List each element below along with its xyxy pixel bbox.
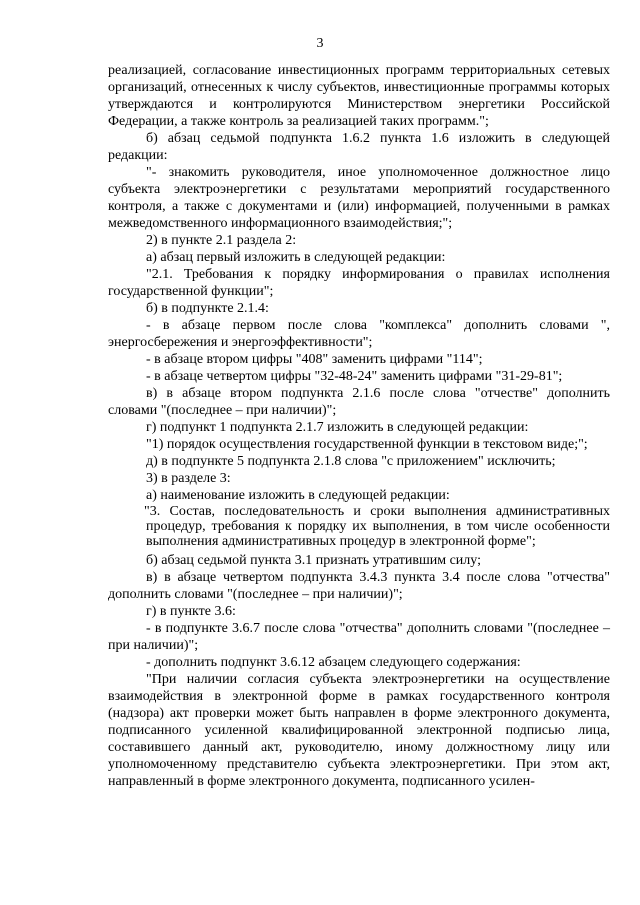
paragraph: "- знакомить руководителя, иное уполномоченное должностное лицо субъекта электроэнергетики с результатами мероприятий государственного контроля, а также с документами и (или) информацией, полученными в рамках межведомственного информационного взаимодействия;"; [108,165,610,231]
paragraph: - в абзаце втором цифры "408" заменить цифрами "114"; [146,352,483,367]
document-body [108,62,610,790]
paragraph: реализацией, согласование инвестиционных программ территориальных сетевых организаций, отнесенных к числу субъектов, инвестиционные программы которых утверждаются и контролируются Министерством энергетики Российской Федерации, а также контроль за реализацией таких программ."; [108,63,610,129]
paragraph: г) подпункт 1 подпункта 2.1.7 изложить в следующей редакции: [146,420,529,435]
paragraph: 2) в пункте 2.1 раздела 2: [146,233,297,248]
paragraph: д) в подпункте 5 подпункта 2.1.8 слова "с приложением" исключить; [146,454,556,469]
paragraph: г) в пункте 3.6: [146,604,236,619]
paragraph: 3) в разделе 3: [146,471,231,486]
paragraph: - дополнить подпункт 3.6.12 абзацем следующего содержания: [146,655,521,670]
paragraph: "При наличии согласия субъекта электроэнергетики на осуществление взаимодействия в электронной форме в рамках государственного контроля (надзора) акт проверки может быть направлен в форме электронного документа, подписанного усиленной квалифицированной электронной подписью лица, составившего данный акт, руководителю, иному должностному лицу или уполномоченному представителю субъекта электроэнергетики. При этом акт, направленный в форме электронного документа, подписанного усилен- [108,672,610,789]
paragraph: а) абзац первый изложить в следующей редакции: [146,250,446,265]
paragraph: - в подпункте 3.6.7 после слова "отчества" дополнить словами "(последнее – при наличии)"; [108,621,610,653]
paragraph: б) абзац седьмой подпункта 1.6.2 пункта 1.6 изложить в следующей редакции: [108,131,610,163]
paragraph: - в абзаце четвертом цифры "32-48-24" заменить цифрами "31-29-81"; [146,369,563,384]
paragraph: в) в абзаце втором подпункта 2.1.6 после слова "отчестве" дополнить словами "(последнее – при наличии)"; [108,386,610,418]
paragraph: - в абзаце первом после слова "комплекса" дополнить словами ", энергосбережения и энергоэффективности"; [108,318,610,350]
paragraph: "1) порядок осуществления государственной функции в текстовом виде;"; [146,437,588,452]
paragraph: "2.1. Требования к порядку информирования о правилах исполнения государственной функции"; [108,267,610,299]
paragraph: б) абзац седьмой пункта 3.1 признать утратившим силу; [146,553,481,568]
quoted-block: "3. Состав, последовательность и сроки выполнения административных процедур, требования к порядку их выполнения, в том числе особенности выполнения административных процедур в электронной форме"; [144,504,610,549]
paragraph: а) наименование изложить в следующей редакции: [146,488,450,503]
page-number: 3 [316,36,324,51]
paragraph: в) в абзаце четвертом подпункта 3.4.3 пункта 3.4 после слова "отчества" дополнить словами "(последнее – при наличии)"; [108,570,610,602]
paragraph: б) в подпункте 2.1.4: [146,301,269,316]
